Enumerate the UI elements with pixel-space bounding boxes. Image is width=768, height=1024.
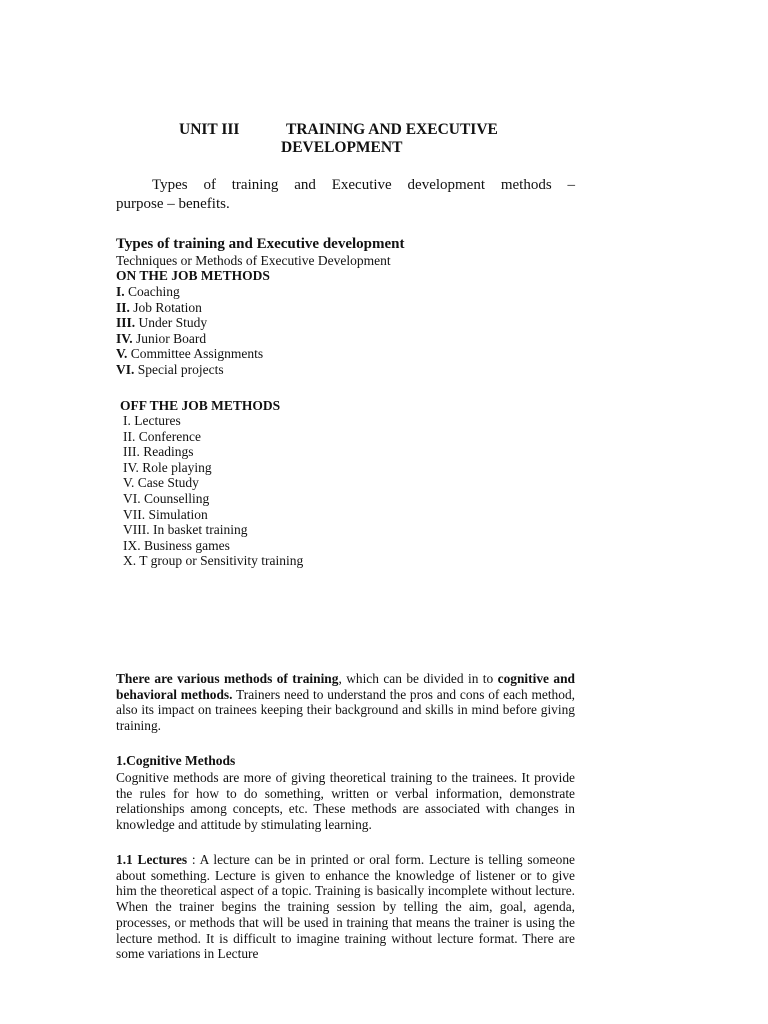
- off-job-item: [123, 413, 303, 429]
- on-job-item-text: Under Study: [138, 315, 208, 331]
- on-job-list: [116, 284, 263, 378]
- section-heading: Types of training and Executive development: [116, 236, 405, 252]
- cognitive-paragraph: Cognitive methods are more of giving theoretical training to the trainees. It provide the rules for how to do something, written or verbal information, demonstrate relationships among concepts, etc. These methods are associated with changes in knowledge and attitude by stimulating learning.: [116, 770, 575, 833]
- unit-title-line2: DEVELOPMENT: [281, 139, 403, 156]
- off-job-item: [123, 491, 303, 507]
- off-job-item-number: V.: [123, 475, 135, 491]
- off-job-item-number: I.: [123, 413, 131, 428]
- on-job-item: [116, 346, 263, 362]
- off-job-item-text: Business games: [144, 537, 230, 553]
- off-job-item-number: VII.: [123, 506, 146, 522]
- off-job-item: [123, 538, 303, 554]
- off-job-item: [123, 475, 303, 491]
- methods-bold2: cognitive and behavioral methods.: [116, 671, 575, 702]
- on-job-item-number: II.: [116, 299, 130, 315]
- on-job-item-number: IV.: [116, 330, 133, 346]
- on-job-item-text: Special projects: [137, 361, 224, 377]
- unit-title-line1: TRAINING AND EXECUTIVE: [286, 121, 498, 138]
- off-job-item-number: IX.: [123, 537, 141, 553]
- on-job-item-text: Junior Board: [136, 330, 207, 346]
- off-job-item: [123, 460, 303, 476]
- on-job-item-number: I.: [116, 284, 125, 299]
- lectures-text: : A lecture can be in printed or oral form. Lecture is telling someone about something. Lecture is given to enhance the knowledge of listener or to give him the theoretical aspect of a topic. Training is basically incomplete without lecture. When the trainer begins the training session by telling the aim, goal, agenda, processes, or methods that will be used in training that means the trainer is using the lecture method. It is difficult to imagine training without lecture format. There are some variations in Lecture: [116, 852, 575, 962]
- on-job-heading: ON THE JOB METHODS: [116, 268, 270, 283]
- off-job-item-text: Simulation: [148, 506, 208, 522]
- methods-paragraph: [116, 671, 575, 734]
- intro-line2: purpose – benefits.: [116, 196, 230, 212]
- off-job-list: [123, 413, 303, 569]
- off-job-item: [123, 429, 303, 445]
- off-job-item-number: X.: [123, 553, 137, 569]
- lectures-bold: 1.1 Lectures: [116, 852, 188, 867]
- methods-text1: , which can be divided in to: [338, 671, 498, 686]
- off-job-item: [123, 444, 303, 460]
- off-job-item: [123, 553, 303, 569]
- off-job-item-text: Case Study: [137, 475, 199, 491]
- off-job-item-text: Counselling: [144, 490, 210, 506]
- intro-paragraph: [116, 176, 575, 214]
- on-job-item-number: III.: [116, 315, 136, 331]
- on-job-item-text: Committee Assignments: [130, 346, 264, 362]
- off-job-item-text: Conference: [138, 428, 201, 444]
- cognitive-heading: 1.Cognitive Methods: [116, 753, 236, 768]
- off-job-item-number: IV.: [123, 459, 139, 475]
- off-job-item-text: Readings: [143, 444, 194, 460]
- on-job-item-number: V.: [116, 346, 128, 362]
- on-job-item: [116, 315, 263, 331]
- off-job-item-text: Lectures: [134, 413, 181, 428]
- off-job-item-number: VIII.: [123, 522, 150, 538]
- on-job-item: [116, 284, 263, 300]
- section-subheading: Techniques or Methods of Executive Development: [116, 253, 391, 268]
- off-job-item: [123, 522, 303, 538]
- on-job-item-text: Job Rotation: [133, 299, 202, 315]
- lectures-paragraph: [116, 852, 575, 962]
- methods-bold1: There are various methods of training: [116, 671, 339, 686]
- off-job-item-text: Role playing: [142, 459, 212, 475]
- intro-line1: Types of training and Executive development methods –: [152, 177, 575, 193]
- unit-label: UNIT III: [179, 121, 240, 138]
- off-job-item: [123, 507, 303, 523]
- on-job-item: [116, 331, 263, 347]
- on-job-item-text: Coaching: [128, 284, 180, 299]
- on-job-item-number: VI.: [116, 361, 135, 377]
- off-job-item-text: T group or Sensitivity training: [139, 553, 304, 569]
- on-job-item: [116, 300, 263, 316]
- off-job-heading: OFF THE JOB METHODS: [120, 398, 281, 413]
- off-job-item-number: II.: [123, 428, 136, 444]
- off-job-item-number: VI.: [123, 490, 141, 506]
- off-job-item-number: III.: [123, 444, 140, 460]
- on-job-item: [116, 362, 263, 378]
- off-job-item-text: In basket training: [153, 522, 248, 538]
- methods-text2: Trainers need to understand the pros and cons of each method, also its impact on trainees keeping their background and skills in mind before giving training.: [116, 686, 575, 734]
